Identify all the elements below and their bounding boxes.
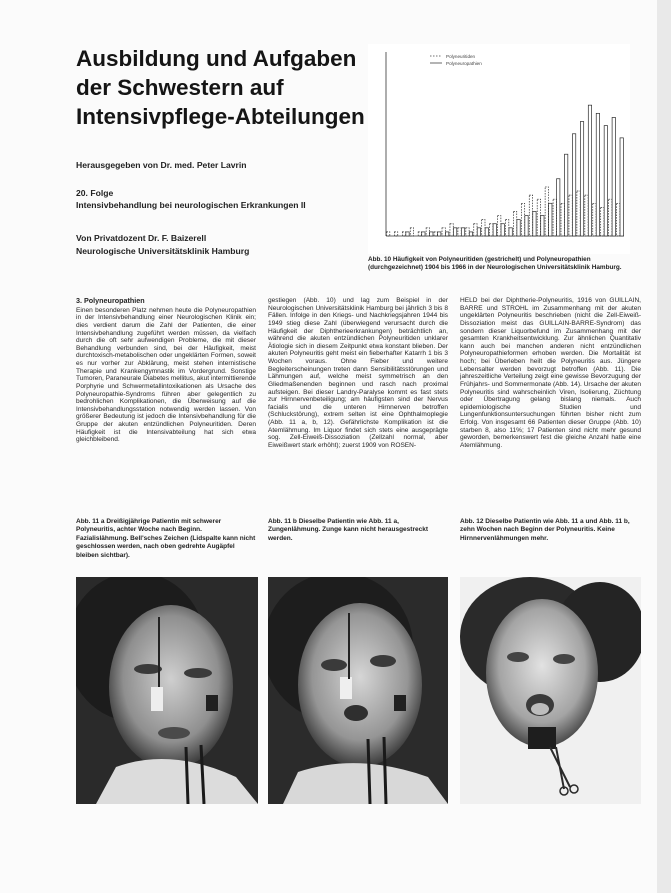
section-heading: 3. Polyneuropathien	[76, 297, 145, 305]
bar-polyneuropathien	[541, 216, 544, 236]
scan-edge	[657, 0, 671, 893]
figure-11b-caption: Abb. 11 b Dieselbe Patientin wie Abb. 11 a, Zungenlähmung. Zunge kann nicht herausgestreckt werden.	[268, 518, 428, 542]
bar-polyneuropathien	[469, 232, 472, 236]
bar-polyneuropathien	[604, 126, 607, 236]
bar-polyneuropathien	[620, 138, 623, 236]
text-column-2	[268, 297, 448, 519]
figure-12-caption: Abb. 12 Dieselbe Patientin wie Abb. 11 a und Abb. 11 b, zehn Wochen nach Beginn der Polyneuritis. Keine Hirnnervenlähmungen mehr.	[460, 518, 630, 542]
editor-line: Herausgegeben von Dr. med. Peter Lavrin	[76, 160, 247, 170]
institution-line: Neurologische Universitätsklinik Hamburg	[76, 246, 250, 256]
photo-figure-11b	[268, 577, 448, 804]
bar-polyneuropathien	[580, 122, 583, 236]
legend-label: Polyneuritiden	[446, 54, 476, 59]
bar-polyneuropathien	[438, 232, 441, 236]
bar-polyneuropathien	[501, 224, 504, 236]
column-3-body: HELD bei der Diphtherie-Polyneuritis, 1916 von GUILLAIN, BARRE und STROHL im Zusammenhang mit der akuten ungeklärten Polyneuritis beschrieben (nicht die Zell-Eiweiß-Dissoziation meist das GUILLAIN-BARRE-Syndrom) das sondern dieser Liquorbefund im Zusammenhang mit der gesamten Krankheitsentwicklung. Zur ähnlichen Quantitativ kann auch bei manchen anderen nicht entzündlichen Polyneuropathieformen erhoben werden. Die Mortalität ist hoch; bei Überleben heilt die Polyneuritis aus. Jüngere Lebensalter werden bevorzugt betroffen (Abb. 11). Die jahreszeitliche Verteilung zeigt eine gewisse Bevorzugung der Frühjahrs- und Sommermonate (Abb. 14). Ursache der akuten Polyneuritis sind wahrscheinlich Viren, Isolierung, Züchtung oder Übertragung gelang bislang niemals. Auch epidemiologische Studien und Lungenfunktionsuntersuchungen führten bisher nicht zum Erfolg. Von insgesamt 66 Patienten dieser Gruppe (Abb. 10) starben 8, also 11%; 17 Patienten sind nicht mehr gesund geworden, bemerkenswert fest die gleiche Anzahl hatte eine Atemlähmung.	[460, 297, 641, 449]
bar-polyneuropathien	[557, 179, 560, 236]
bar-polyneuropathien	[565, 154, 568, 236]
bar-polyneuropathien	[509, 228, 512, 236]
bar-polyneuropathien	[485, 228, 488, 236]
bar-polyneuropathien	[430, 232, 433, 236]
chart-caption: Abb. 10 Häufigkeit von Polyneuritiden (gestrichelt) und Polyneuropathien (durchgezeichnet) 1904 bis 1966 in der Neurologischen Universitätsklinik Hamburg.	[368, 256, 622, 272]
bar-polyneuropathien	[493, 224, 496, 236]
bar-polyneuropathien	[525, 216, 528, 236]
title-line-3: Intensivpflege-Abteilungen	[76, 104, 365, 129]
series-topic: Intensivbehandlung bei neurologischen Erkrankungen II	[76, 200, 306, 210]
author-line: Von Privatdozent Dr. F. Baizerell	[76, 233, 207, 243]
article-title	[76, 44, 366, 131]
bar-polyneuropathien	[533, 211, 536, 236]
title-line-2: der Schwestern auf	[76, 75, 284, 100]
bar-polyneuropathien	[477, 228, 480, 236]
photo-figure-12	[460, 577, 641, 804]
legend-label: Polyneuropathien	[446, 61, 482, 66]
bar-polyneuropathien	[517, 220, 520, 236]
bar-polyneuropathien	[406, 232, 409, 236]
bar-polyneuropathien	[572, 134, 575, 236]
bar-polyneuropathien	[453, 228, 456, 236]
series-number: 20. Folge	[76, 188, 114, 198]
text-column-3	[460, 297, 641, 519]
bar-polyneuropathien	[549, 203, 552, 236]
photo-figure-11a	[76, 577, 258, 804]
frequency-bar-chart	[368, 44, 630, 254]
bar-polyneuropathien	[446, 232, 449, 236]
bar-polyneuropathien	[596, 113, 599, 236]
column-2-body: gestiegen (Abb. 10) und lag zum Beispiel in der Neurologischen Universitätsklinik Hamburg bei jährlich 3 bis 8 Fällen. Infolge in den Kriegs- und Nachkriegsjahren 1944 bis 1949 stieg diese Zahl (überwiegend verursacht durch die Häufigkeit der Diphtherieerkrankungen) beträchtlich an, während die akuten entzündlichen Polyneuritiden unklarer Ätiologie sich in diesem Zeitpunkt etwa konstant blieben. Der akuten Polyneuritis geht meist ein fieberhafter Katarrh 1 bis 3 Wochen voraus. Ohne Fieber und weitere Begleiterscheinungen treten dann Sensibilitätsstörungen und Lähmungen auf, welche meist symmetrisch an den Gliedmaßenenden beginnen und rasch nach proximal aufsteigen. Bei dieser Landry-Paralyse kommt es fast stets zur Hirnnervenbeteiligung; am häufigsten sind der Nervus facialis und die unteren Hirnnerven betroffen (Schluckstörung), extrem selten ist eine Ophthalmoplegie (Abb. 11 a, b, 12). Gefährlichste Komplikation ist die Atemlähmung. Im Liquor findet sich stets eine ausgeprägte sog. Zell-Eiweiß-Dissoziation (Zellzahl normal, aber Eiweißwert stark erhöht); zuerst 1909 von ROSEN-	[268, 297, 448, 449]
title-line-1: Ausbildung und Aufgaben	[76, 46, 357, 71]
bar-polyneuropathien	[461, 228, 464, 236]
column-1-body: Einen besonderen Platz nehmen heute die Polyneuropathien in der Intensivbehandlung einer Neurologischen Klinik ein; dies verdient darum die Zahl der Patienten, die einer Intensivbehandlung zugeführt werden müssen, da vielfach durch die oft sehr aufwendigen Probleme, die mit dieser Behandlung verbunden sind, bei der Häufigkeit, meist durchtoxisch-metabolischen oder ungeklärten Formen, soweit es nur vorher zur Abklärung, meist stehen internistische Therapie und Krankengymnastik im Vordergrund. Sonstige Tumoren, Paraneurale Diabetes mellitus, akut intermittierende Porphyrie und Schwermetallintoxikationen als Ursache des Polyneuropathie-Syndroms führen aber gelegentlich zu bedrohlichen Komplikationen, die Überweisung auf die Intensivbehandlungsstation notwendig werden lassen. Von größerer Bedeutung ist jedoch die Intensivbehandlung für die Gruppe der akuten entzündlichen Polyneuritiden. Deren Häufigkeit ist die Intensivabteilung hat sich etwa gleichbleibend.	[76, 306, 256, 444]
bar-polyneuropathien	[588, 105, 591, 236]
text-column-1	[76, 297, 256, 511]
bar-polyneuropathien	[422, 232, 425, 236]
figure-11a-caption: Abb. 11 a Dreißigjährige Patientin mit schwerer Polyneuritis, achter Woche nach Beginn. Fazialislähmung. Bell'sches Zeichen (Lidspalte kann nicht geschlossen werden, nach oben gedrehte Augäpfel bleiben sichtbar).	[76, 518, 256, 559]
bar-polyneuropathien	[612, 117, 615, 236]
